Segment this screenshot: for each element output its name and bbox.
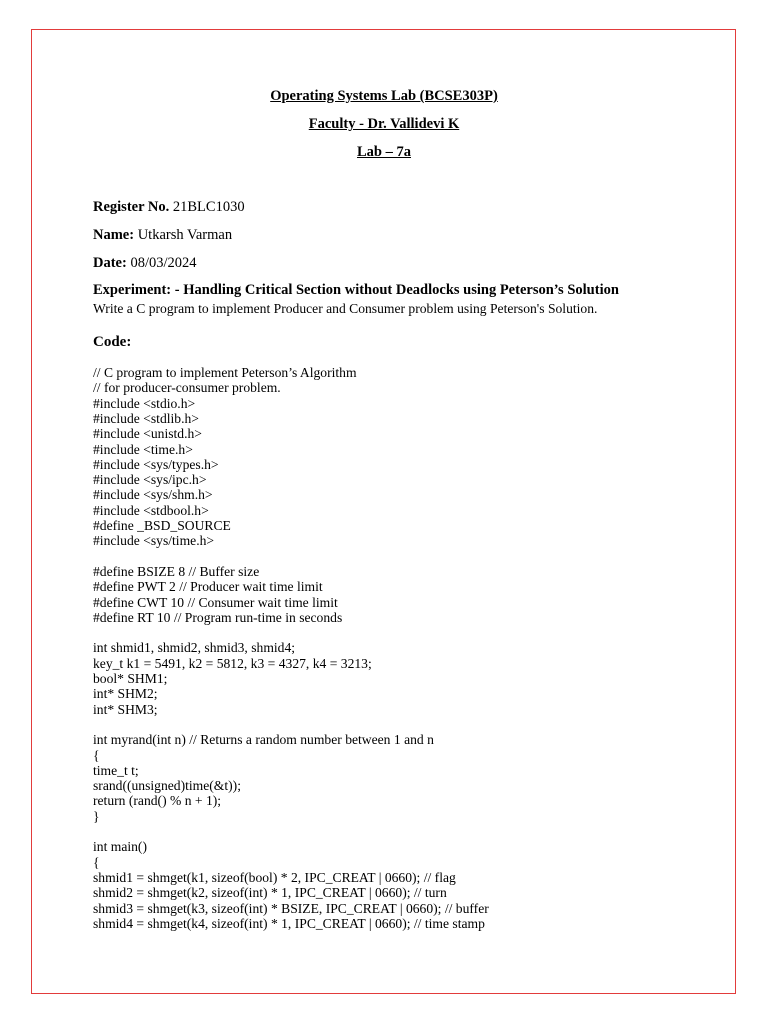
code-line: #include <sys/types.h> — [93, 456, 219, 472]
code-line: #define _BSD_SOURCE — [93, 518, 231, 533]
code-line: #define RT 10 // Program run-time in seconds — [93, 609, 343, 625]
code-line: // C program to implement Peterson’s Algorithm — [93, 365, 357, 380]
faculty-title: Faculty - Dr. Vallidevi K — [308, 116, 460, 132]
code-line: shmid2 = shmget(k2, sizeof(int) * 1, IPC_CREAT | 0660); // turn — [93, 885, 447, 901]
code-line: int* SHM3; — [93, 701, 158, 717]
register-line — [93, 199, 245, 216]
code-line: key_t k1 = 5491, k2 = 5812, k3 = 4327, k4 = 3213; — [93, 655, 372, 671]
code-line: #include <sys/ipc.h> — [93, 472, 207, 488]
code-line: int main() — [93, 839, 147, 855]
date-value: 08/03/2024 — [126, 255, 197, 271]
name-label: Name: — [93, 227, 135, 243]
code-heading: Code: — [93, 334, 132, 350]
code-line: bool* SHM1; — [93, 671, 168, 686]
name-value: Utkarsh Varman — [134, 227, 233, 243]
code-line: int* SHM2; — [93, 686, 158, 702]
code-line: shmid4 = shmget(k4, sizeof(int) * 1, IPC_CREAT | 0660); // time stamp — [93, 915, 485, 931]
code-line: { — [93, 854, 100, 870]
code-line: #include <unistd.h> — [93, 426, 202, 442]
experiment-description: Write a C program to implement Producer and Consumer problem using Peterson's Solution. — [93, 301, 598, 316]
code-line: shmid3 = shmget(k3, sizeof(int) * BSIZE, IPC_CREAT | 0660); // buffer — [93, 900, 489, 916]
code-line: #define CWT 10 // Consumer wait time limit — [93, 594, 338, 610]
code-line: time_t t; — [93, 762, 139, 778]
code-line: srand((unsigned)time(&t)); — [93, 778, 241, 794]
register-label: Register No. — [93, 199, 170, 215]
code-line: { — [93, 747, 100, 763]
code-line: #include <sys/time.h> — [93, 533, 215, 549]
code-line: #include <sys/shm.h> — [93, 487, 213, 503]
code-line: #define BSIZE 8 // Buffer size — [93, 563, 260, 579]
experiment-title: Experiment: - Handling Critical Section without Deadlocks using Peterson’s Solution — [93, 282, 619, 298]
register-value: 21BLC1030 — [169, 199, 245, 215]
code-line: #include <stdio.h> — [93, 395, 196, 411]
code-line: int myrand(int n) // Returns a random number between 1 and n — [93, 732, 434, 748]
code-line: #include <stdlib.h> — [93, 410, 199, 426]
code-line: #include <stdbool.h> — [93, 502, 209, 518]
date-line — [93, 255, 197, 272]
code-line: // for producer-consumer problem. — [93, 380, 281, 396]
code-line: int shmid1, shmid2, shmid3, shmid4; — [93, 640, 296, 656]
name-line — [93, 227, 232, 244]
code-line: shmid1 = shmget(k1, sizeof(bool) * 2, IPC_CREAT | 0660); // flag — [93, 869, 456, 885]
code-line: #include <time.h> — [93, 441, 193, 457]
code-line: return (rand() % n + 1); — [93, 793, 222, 809]
code-line: } — [93, 808, 100, 824]
lab-title: Lab – 7a — [357, 144, 411, 160]
course-title: Operating Systems Lab (BCSE303P) — [270, 88, 498, 104]
code-line: #define PWT 2 // Producer wait time limit — [93, 579, 323, 595]
date-label: Date: — [93, 255, 127, 271]
